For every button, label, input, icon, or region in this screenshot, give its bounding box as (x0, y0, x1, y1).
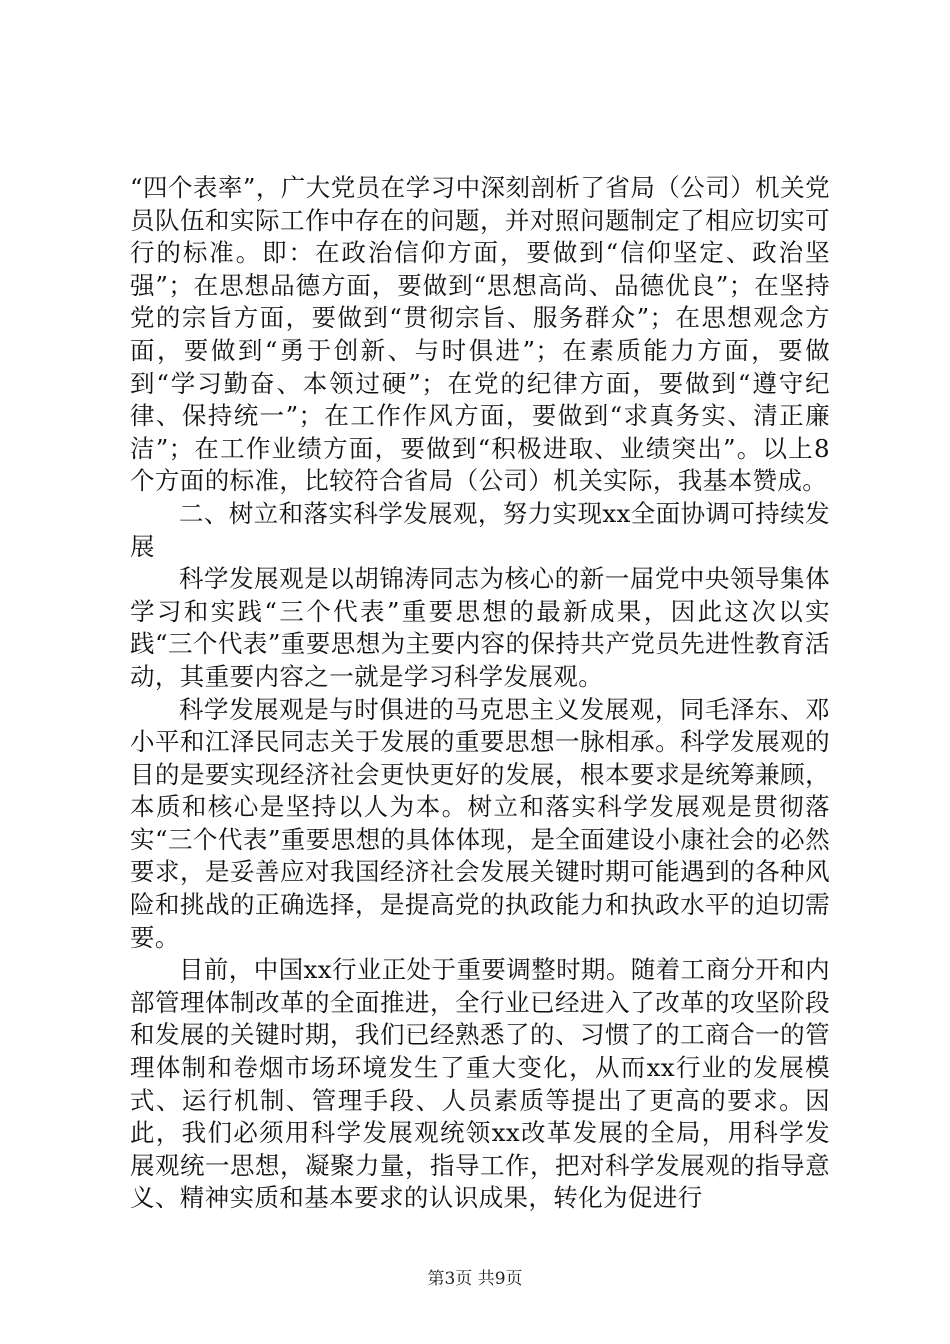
document-body (130, 172, 830, 1215)
section-heading-scientific-development: 二、树立和落实科学发展观，努力实现xx全面协调可持续发展 (130, 498, 830, 561)
paragraph-industry-adjustment: 目前，中国xx行业正处于重要调整时期。随着工商分开和内部管理体制改革的全面推进，全行业已经进入了改革的攻坚阶段和发展的关键时期，我们已经熟悉了的、习惯了的工商合一的管理体制和卷烟市场环境发生了重大变化，从而xx行业的发展模式、运行机制、管理手段、人员素质等提出了更高的要求。因此，我们必须用科学发展观统领xx改革发展的全局，用科学发展观统一思想，凝聚力量，指导工作，把对科学发展观的指导意义、精神实质和基本要求的认识成果，转化为促进行 (130, 955, 830, 1213)
paragraph-scientific-outlook-meaning: 科学发展观是与时俱进的马克思主义发展观，同毛泽东、邓小平和江泽民同志关于发展的重要思想一脉相承。科学发展观的目的是要实现经济社会更快更好的发展，根本要求是统筹兼顾，本质和核心是坚持以人为本。树立和落实科学发展观是贯彻落实“三个代表”重要思想的具体体现，是全面建设小康社会的必然要求，是妥善应对我国经济社会发展关键时期可能遇到的各种风险和挑战的正确选择，是提高党的执政能力和执政水平的迫切需要。 (130, 694, 830, 952)
page-number-footer: 第3页 共9页 (427, 1269, 523, 1289)
paragraph-scientific-outlook-origin: 科学发展观是以胡锦涛同志为核心的新一届党中央领导集体学习和实践“三个代表”重要思想的最新成果，因此这次以实践“三个代表”重要思想为主要内容的保持共产党员先进性教育活动，其重要内容之一就是学习科学发展观。 (130, 564, 830, 691)
paragraph-standards: “四个表率”，广大党员在学习中深刻剖析了省局（公司）机关党员队伍和实际工作中存在的问题，并对照问题制定了相应切实可行的标准。即：在政治信仰方面，要做到“信仰坚定、政治坚强”；在思想品德方面，要做到“思想高尚、品德优良”；在坚持党的宗旨方面，要做到“贯彻宗旨、服务群众”；在思想观念方面，要做到“勇于创新、与时俱进”；在素质能力方面，要做到“学习勤奋、本领过硬”；在党的纪律方面，要做到“遵守纪律、保持统一”；在工作作风方面，要做到“求真务实、清正廉洁”；在工作业绩方面，要做到“积极进取、业绩突出”。以上8个方面的标准，比较符合省局（公司）机关实际，我基本赞成。 (130, 173, 830, 496)
